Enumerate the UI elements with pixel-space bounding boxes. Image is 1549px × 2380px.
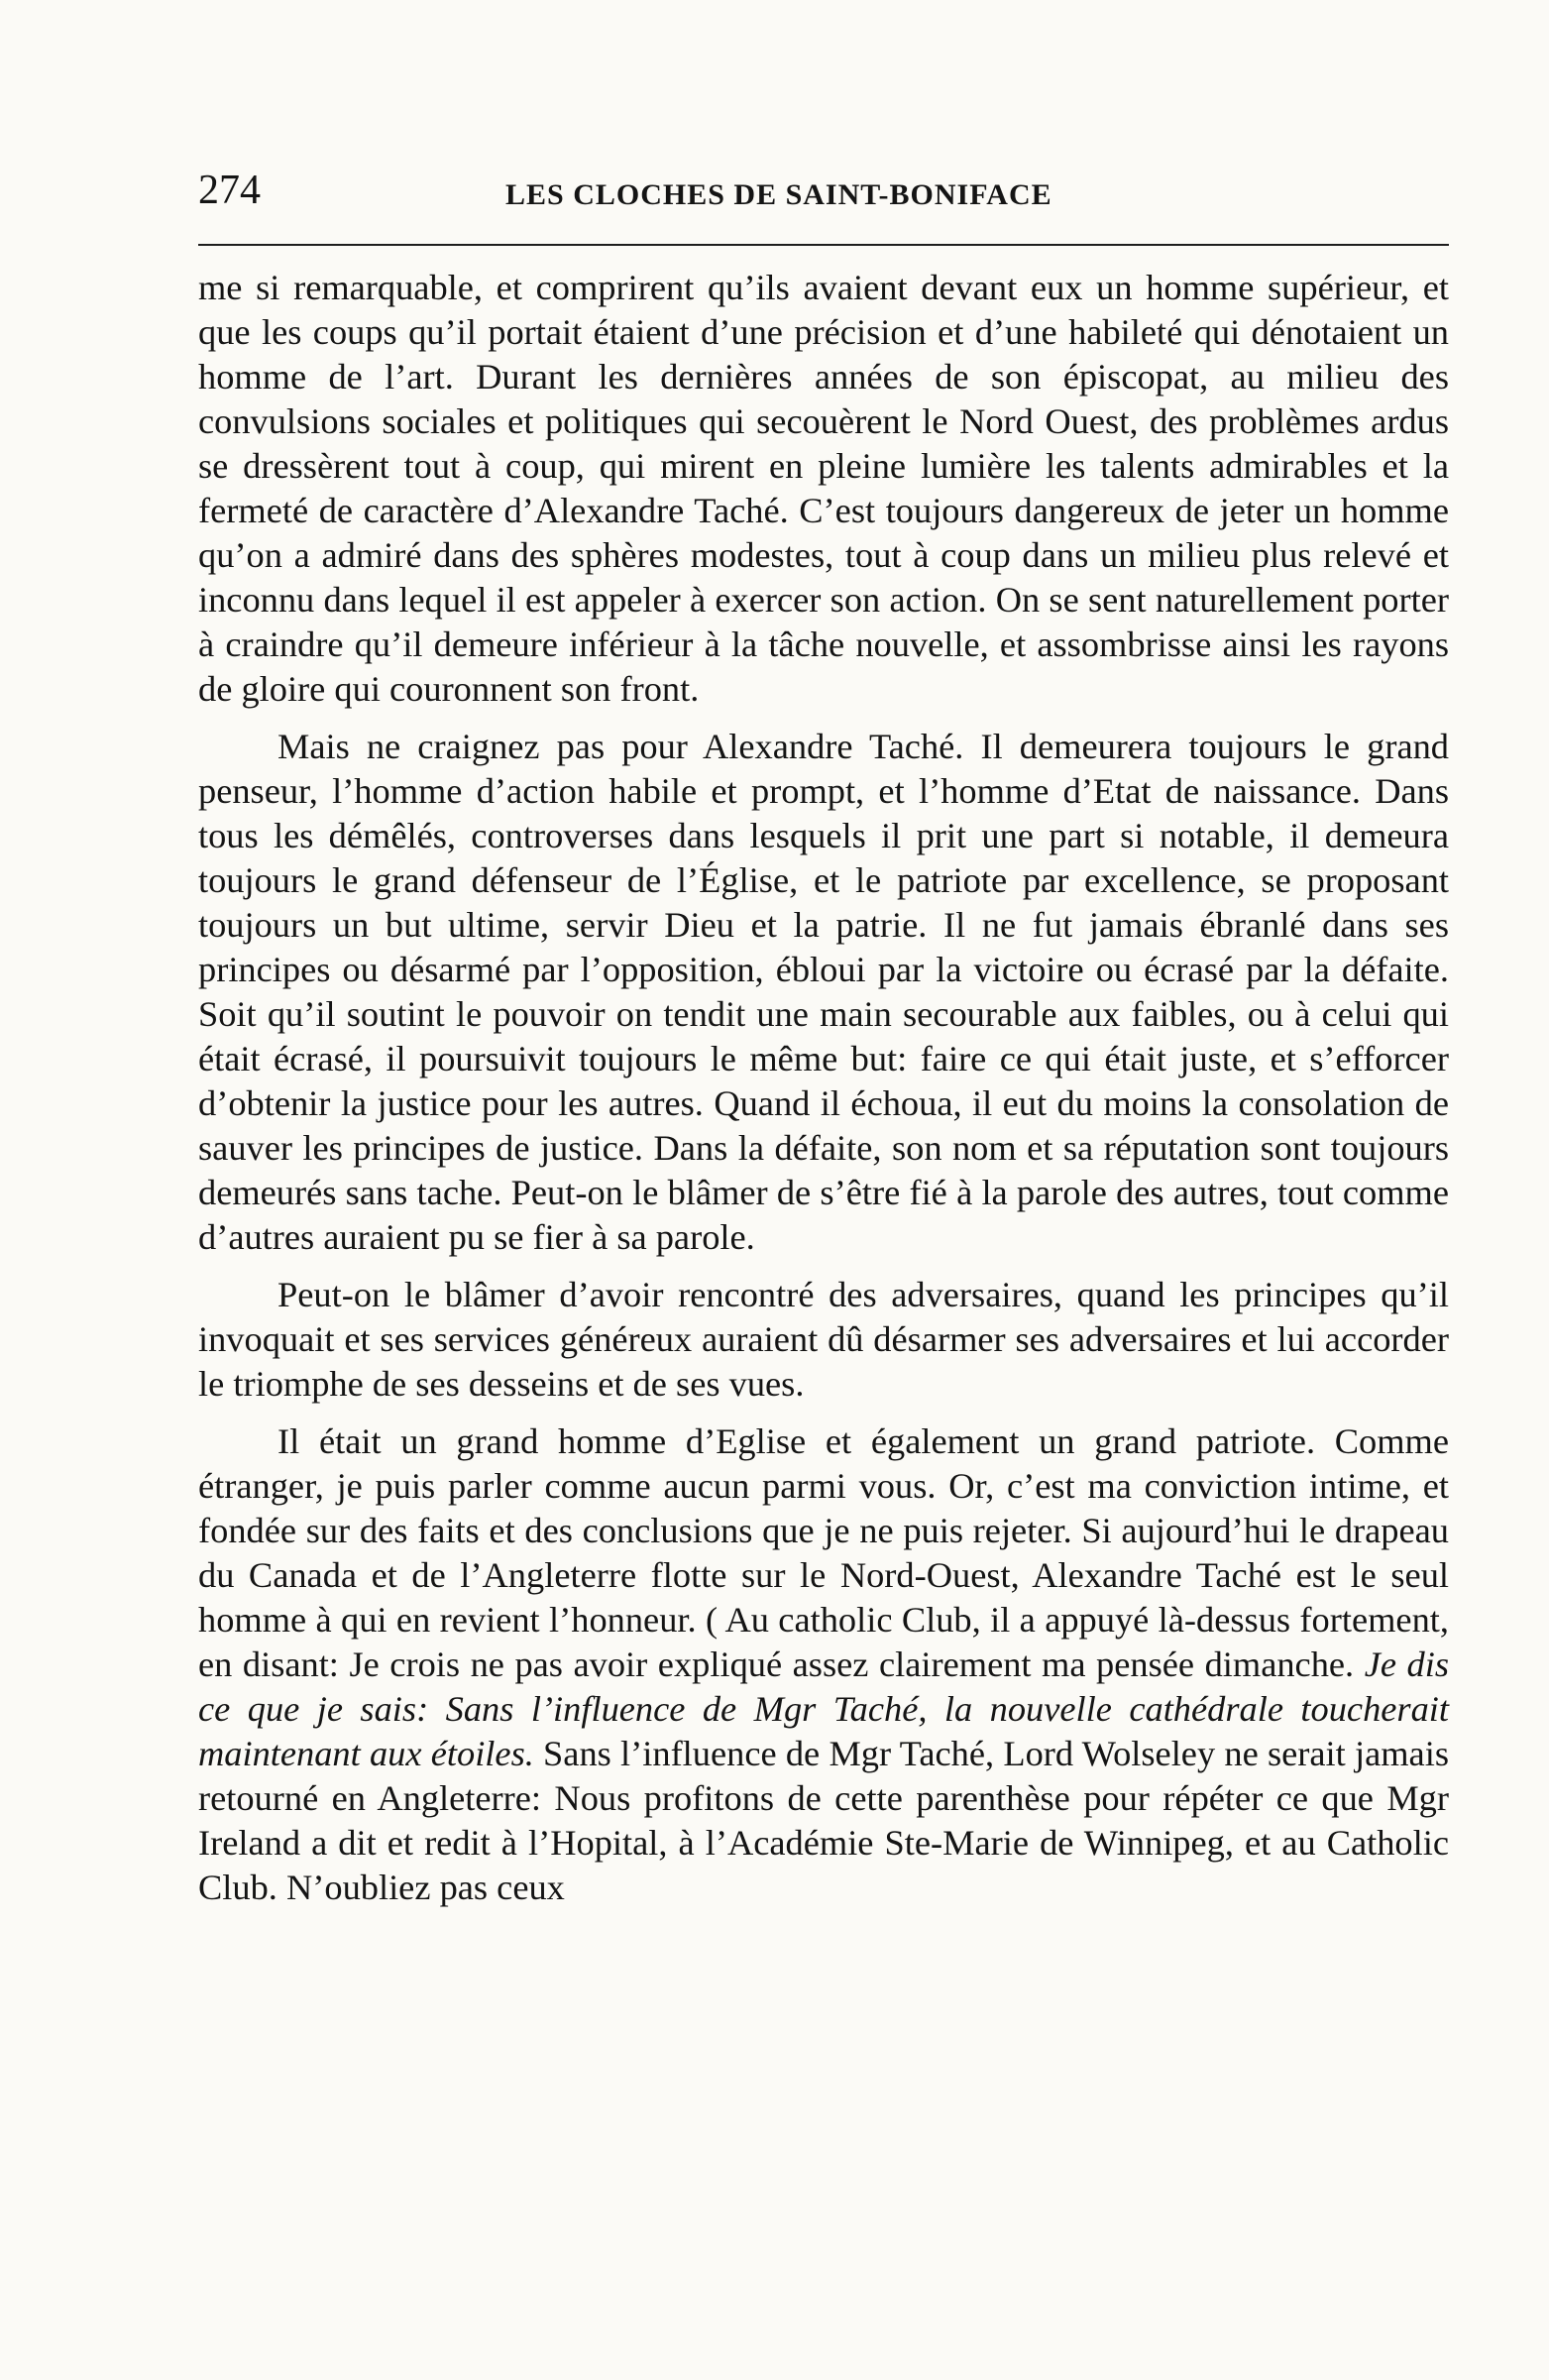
running-head: [198, 167, 1449, 226]
paragraph-1: me si remarquable, et comprirent qu’ils avaient devant eux un homme supérieur, et que les coups qu’il portait étaient d’une précision et d’une habileté qui dénotaient un homme de l’art. Durant les dernières années de son épiscopat, au milieu des convulsions sociales et politiques qui secouèrent le Nord Ouest, des problèmes ardus se dressèrent tout à coup, qui mirent en pleine lumière les talents admirables et la fermeté de caractère d’Alexandre Taché. C’est toujours dangereux de jeter un homme qu’on a admiré dans des sphères modestes, tout à coup dans un milieu plus relevé et inconnu dans lequel il est appeler à exercer son action. On se sent naturellement porter à craindre qu’il demeure inférieur à la tâche nouvelle, et assombrisse ainsi les rayons de gloire qui couronnent son front.: [198, 268, 1449, 709]
page-number: 274: [198, 168, 261, 213]
running-title: LES CLOCHES DE SAINT-BONIFACE: [505, 178, 1052, 211]
paragraph-2: Mais ne craignez pas pour Alexandre Taché. Il demeurera toujours le grand penseur, l’homme d’action habile et prompt, et l’homme d’Etat de naissance. Dans tous les démêlés, controverses dans lesquels il prit une part si notable, il demeura toujours le grand défenseur de l’Église, et le patriote par excellence, se proposant toujours un but ultime, servir Dieu et la patrie. Il ne fut jamais ébranlé dans ses principes ou désarmé par l’opposition, ébloui par la victoire ou écrasé par la défaite. Soit qu’il soutint le pouvoir on tendit une main secourable aux faibles, ou à celui qui était écrasé, il poursuivit toujours le même but: faire ce qui était juste, et s’efforcer d’obtenir la justice pour les autres. Quand il échoua, il eut du moins la consolation de sauver les principes de justice. Dans la défaite, son nom et sa réputation sont toujours demeurés sans tache. Peut-on le blâmer de s’être fié à la parole des autres, tout comme d’autres auraient pu se fier à sa parole.: [198, 727, 1449, 1257]
body-text: [198, 266, 1449, 1923]
paragraph-4-italic-quote: Je dis ce que je sais: Sans l’influence de Mgr Taché, la nouvelle cathédrale toucherait maintenant aux étoiles.: [198, 1644, 1449, 1773]
header-rule: [198, 244, 1449, 246]
paragraph-4-text-after: Sans l’influence de Mgr Taché, Lord Wolseley ne serait jamais retourné en Angleterre: Nous profitons de cette parenthèse pour répéter ce que Mgr Ireland a dit et redit à l’Hopital, à l’Académie Ste-Marie de Winnipeg, et au Catholic Club. N’oubliez pas ceux: [198, 1734, 1449, 1907]
paragraph-3: Peut-on le blâmer d’avoir rencontré des adversaires, quand les principes qu’il invoquait et ses services généreux auraient dû désarmer ses adversaires et lui accorder le triomphe de ses desseins et de ses vues.: [198, 1275, 1449, 1404]
paragraph-4-text-before: Il était un grand homme d’Eglise et également un grand patriote. Comme étranger, je puis parler comme aucun parmi vous. Or, c’est ma conviction intime, et fondée sur des faits et des conclusions que je ne puis rejeter. Si aujourd’hui le drapeau du Canada et de l’Angleterre flotte sur le Nord-Ouest, Alexandre Taché est le seul homme à qui en revient l’honneur. ( Au catholic Club, il a appuyé là-dessus fortement, en disant: Je crois ne pas avoir expliqué assez clairement ma pensée dimanche.: [198, 1421, 1449, 1684]
paragraph-4: [198, 1419, 1449, 1910]
